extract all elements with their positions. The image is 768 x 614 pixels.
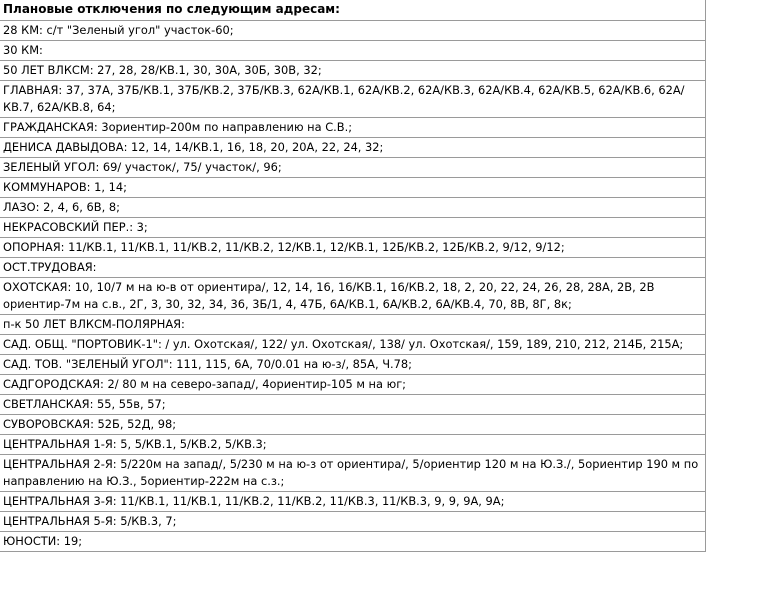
address-row (0, 21, 706, 41)
address-cell[interactable]: ЗЕЛЕНЫЙ УГОЛ: 69/ участок/, 75/ участок/, 96; (0, 158, 706, 178)
address-row (0, 492, 706, 512)
address-row (0, 81, 706, 118)
address-row (0, 532, 706, 552)
address-cell[interactable]: п-к 50 ЛЕТ ВЛКСМ-ПОЛЯРНАЯ: (0, 315, 706, 335)
address-row (0, 158, 706, 178)
address-row (0, 198, 706, 218)
address-cell[interactable]: ЦЕНТРАЛЬНАЯ 2-Я: 5/220м на запад/, 5/230 м на ю-з от ориентира/, 5/ориентир 120 м на Ю.З./, 5ориентир 190 м по направлению на Ю.З., 5ориентир-222м на с.з.; (0, 455, 706, 492)
header-cell[interactable]: Плановые отключения по следующим адресам: (0, 0, 706, 21)
address-row (0, 435, 706, 455)
address-row (0, 395, 706, 415)
address-cell[interactable]: ДЕНИСА ДАВЫДОВА: 12, 14, 14/КВ.1, 16, 18, 20, 20А, 22, 24, 32; (0, 138, 706, 158)
address-row (0, 41, 706, 61)
address-cell[interactable]: САДГОРОДСКАЯ: 2/ 80 м на северо-запад/, 4ориентир-105 м на юг; (0, 375, 706, 395)
address-cell[interactable]: ГЛАВНАЯ: 37, 37А, 37Б/КВ.1, 37Б/КВ.2, 37Б/КВ.3, 62А/КВ.1, 62А/КВ.2, 62А/КВ.3, 62А/КВ.4, 62А/КВ.5, 62А/КВ.6, 62А/КВ.7, 62А/КВ.8, 64; (0, 81, 706, 118)
address-row (0, 512, 706, 532)
address-cell[interactable]: ГРАЖДАНСКАЯ: 3ориентир-200м по направлению на С.В.; (0, 118, 706, 138)
address-row (0, 455, 706, 492)
address-row (0, 218, 706, 238)
address-row (0, 278, 706, 315)
address-cell[interactable]: ЮНОСТИ: 19; (0, 532, 706, 552)
address-cell[interactable]: САД. ТОВ. "ЗЕЛЕНЫЙ УГОЛ": 111, 115, 6А, 70/0.01 на ю-з/, 85А, Ч.78; (0, 355, 706, 375)
address-row (0, 118, 706, 138)
address-cell[interactable]: 50 ЛЕТ ВЛКСМ: 27, 28, 28/КВ.1, 30, 30А, 30Б, 30В, 32; (0, 61, 706, 81)
address-cell[interactable]: ОПОРНАЯ: 11/КВ.1, 11/КВ.1, 11/КВ.2, 11/КВ.2, 12/КВ.1, 12/КВ.1, 12Б/КВ.2, 12Б/КВ.2, 9/12, 9/12; (0, 238, 706, 258)
address-row (0, 315, 706, 335)
address-cell[interactable]: ОХОТСКАЯ: 10, 10/7 м на ю-в от ориентира/, 12, 14, 16, 16/КВ.1, 16/КВ.2, 18, 2, 20, 22, 24, 26, 28, 28А, 2В, 2В ориентир-7м на с.в., 2Г, 3, 30, 32, 34, 36, 3Б/1, 4, 47Б, 6А/КВ.1, 6А/КВ.2, 6А/КВ.4, 70, 8В, 8Г, 8к; (0, 278, 706, 315)
address-row (0, 61, 706, 81)
address-row (0, 415, 706, 435)
address-row (0, 375, 706, 395)
address-row (0, 355, 706, 375)
address-row (0, 258, 706, 278)
address-cell[interactable]: НЕКРАСОВСКИЙ ПЕР.: 3; (0, 218, 706, 238)
address-row (0, 178, 706, 198)
address-cell[interactable]: КОММУНАРОВ: 1, 14; (0, 178, 706, 198)
address-cell[interactable]: 30 КМ: (0, 41, 706, 61)
address-cell[interactable]: ЦЕНТРАЛЬНАЯ 5-Я: 5/КВ.3, 7; (0, 512, 706, 532)
address-cell[interactable]: СУВОРОВСКАЯ: 52Б, 52Д, 98; (0, 415, 706, 435)
address-row (0, 335, 706, 355)
address-cell[interactable]: ЦЕНТРАЛЬНАЯ 1-Я: 5, 5/КВ.1, 5/КВ.2, 5/КВ.3; (0, 435, 706, 455)
address-cell[interactable]: СВЕТЛАНСКАЯ: 55, 55в, 57; (0, 395, 706, 415)
address-cell[interactable]: САД. ОБЩ. "ПОРТОВИК-1": / ул. Охотская/, 122/ ул. Охотская/, 138/ ул. Охотская/, 159, 189, 210, 212, 214Б, 215А; (0, 335, 706, 355)
header-row (0, 0, 706, 21)
address-cell[interactable]: ЦЕНТРАЛЬНАЯ 3-Я: 11/КВ.1, 11/КВ.1, 11/КВ.2, 11/КВ.2, 11/КВ.3, 11/КВ.3, 9, 9, 9А, 9А; (0, 492, 706, 512)
address-cell[interactable]: 28 КМ: с/т "Зеленый угол" участок-60; (0, 21, 706, 41)
address-cell[interactable]: ЛАЗО: 2, 4, 6, 6В, 8; (0, 198, 706, 218)
address-row (0, 138, 706, 158)
address-cell[interactable]: ОСТ.ТРУДОВАЯ: (0, 258, 706, 278)
address-row (0, 238, 706, 258)
